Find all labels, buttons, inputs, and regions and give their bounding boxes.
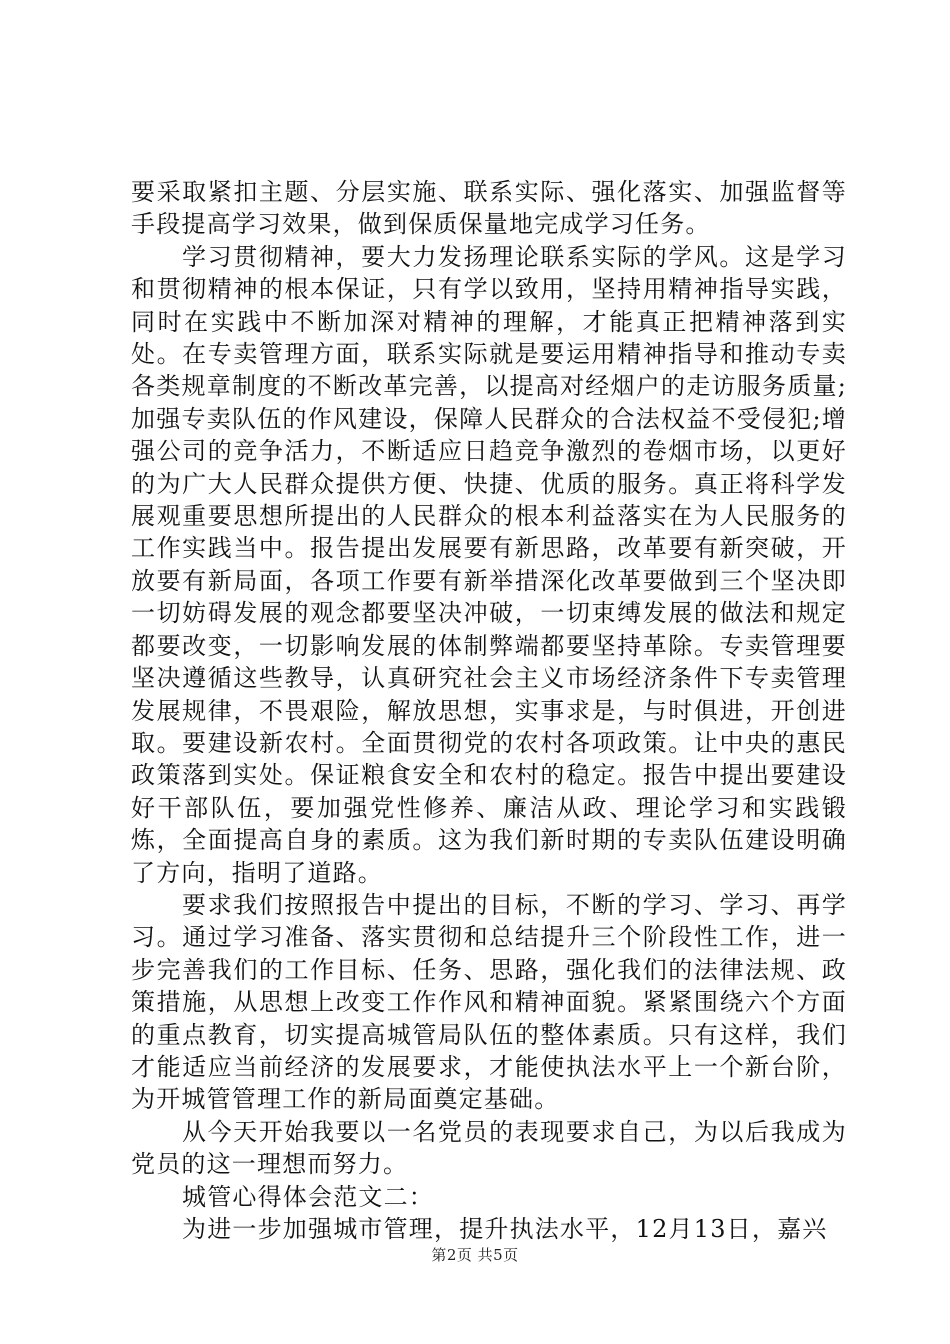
section-heading: 城管心得体会范文二：: [182, 1182, 434, 1211]
paragraph-continuation: 要采取紧扣主题、分层实施、联系实际、强化落实、加强监督等手段提高学习效果，做到保质保量地完成学习任务。: [131, 178, 847, 239]
page-number-footer: 第2页 共5页: [431, 1246, 519, 1264]
paragraph-requirements: 要求我们按照报告中提出的目标，不断的学习、学习、再学习。通过学习准备、落实贯彻和总结提升三个阶段性工作，进一步完善我们的工作目标、任务、思路，强化我们的法律法规、政策措施，从思想上改变工作作风和精神面貌。紧紧围绕六个方面的重点教育，切实提高城管局队伍的整体素质。只有这样，我们才能适应当前经济的发展要求，才能使执法水平上一个新台阶，为开城管管理工作的新局面奠定基础。: [131, 890, 847, 1114]
document-body: [131, 176, 847, 1245]
paragraph-resolution: 从今天开始我要以一名党员的表现要求自己，为以后我成为党员的这一理想而努力。: [131, 1117, 847, 1179]
paragraph-section-two-start: 为进一步加强城市管理，提升执法水平，12月13日，嘉兴: [182, 1215, 828, 1243]
paragraph-study-spirit: 学习贯彻精神，要大力发扬理论联系实际的学风。这是学习和贯彻精神的根本保证，只有学以致用，坚持用精神指导实践，同时在实践中不断加深对精神的理解，才能真正把精神落到实处。在专卖管理方面，联系实际就是要运用精神指导和推动专卖各类规章制度的不断改革完善，以提高对经烟户的走访服务质量;加强专卖队伍的作风建设，保障人民群众的合法权益不受侵犯;增强公司的竞争活力，不断适应日趋竞争激烈的卷烟市场，以更好的为广大人民群众提供方便、快捷、优质的服务。真正将科学发展观重要思想所提出的人民群众的根本利益落实在为人民服务的工作实践当中。报告提出发展要有新思路，改革要有新突破，开放要有新局面，各项工作要有新举措深化改革要做到三个坚决即一切妨碍发展的观念都要坚决冲破，一切束缚发展的做法和规定都要改变，一切影响发展的体制弊端都要坚持革除。专卖管理要坚决遵循这些教导，认真研究社会主义市场经济条件下专卖管理发展规律，不畏艰险，解放思想，实事求是，与时俱进，开创进取。要建设新农村。全面贯彻党的农村各项政策。让中央的惠民政策落到实处。保证粮食安全和农村的稳定。报告中提出要建设好干部队伍，要加强党性修养、廉洁从政、理论学习和实践锻炼，全面提高自身的素质。这为我们新时期的专卖队伍建设明确了方向，指明了道路。: [131, 242, 847, 887]
